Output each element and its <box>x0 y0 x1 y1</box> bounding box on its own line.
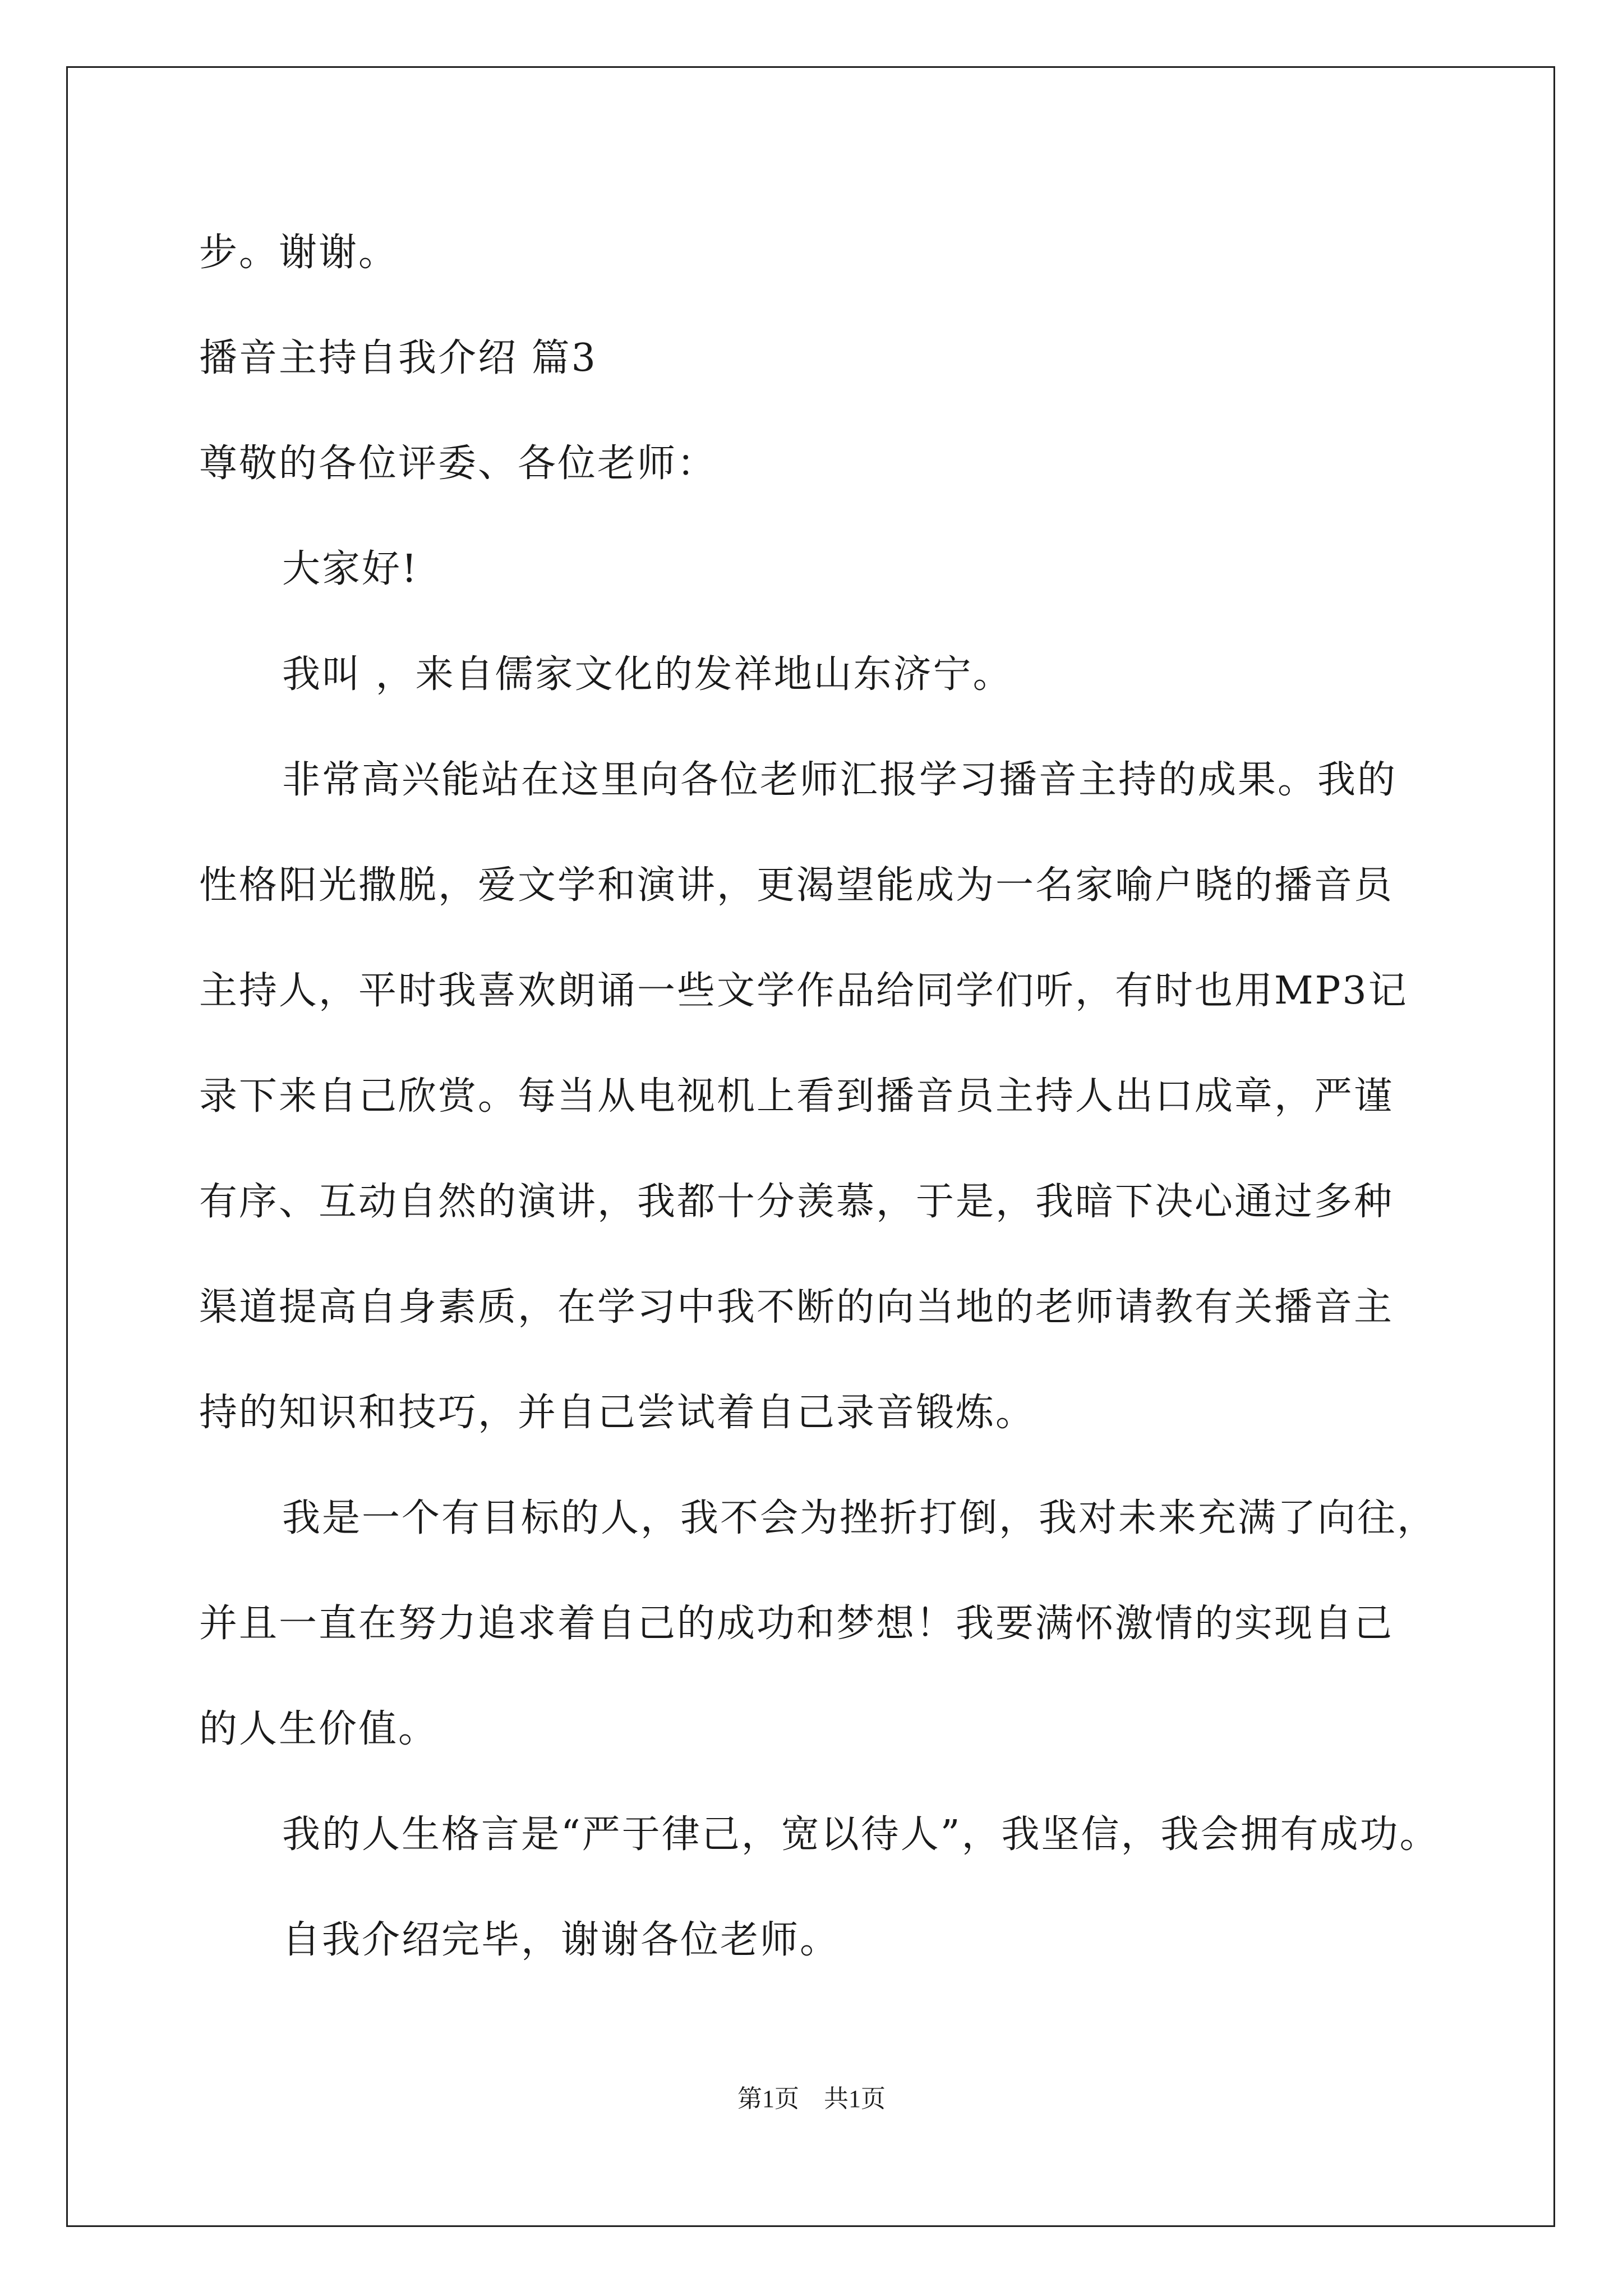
section-heading: 播音主持自我介绍 篇3 <box>199 336 597 380</box>
text-line: 的人生价值。 <box>199 1707 439 1751</box>
text-line: 我叫 ，来自儒家文化的发祥地山东济宁。 <box>282 652 1013 697</box>
text-line: 主持人，平时我喜欢朗诵一些文学作品给同学们听，有时也用MP3记 <box>199 969 1408 1013</box>
text-line: 我是一个有目标的人，我不会为挫折打倒，我对未来充满了向往， <box>282 1496 1437 1540</box>
text-line: 录下来自己欣赏。每当从电视机上看到播音员主持人出口成章，严谨 <box>199 1074 1394 1119</box>
page-border <box>66 66 1555 2227</box>
text-line: 有序、互动自然的演讲，我都十分羡慕，于是，我暗下决心通过多种 <box>199 1180 1394 1224</box>
text-line: 自我介绍完毕，谢谢各位老师。 <box>282 1918 840 1962</box>
salutation: 尊敬的各位评委、各位老师： <box>199 441 717 486</box>
text-line: 步。谢谢。 <box>199 231 399 275</box>
page-footer: 第1页 共1页 <box>737 2085 886 2113</box>
text-line: 非常高兴能站在这里向各位老师汇报学习播音主持的成果。我的 <box>282 758 1398 802</box>
greeting: 大家好! <box>282 547 419 591</box>
text-line: 渠道提高自身素质，在学习中我不断的向当地的老师请教有关播音主 <box>199 1285 1394 1329</box>
text-line: 性格阳光撒脱，爱文学和演讲，更渴望能成为一名家喻户晓的播音员 <box>199 863 1394 908</box>
text-line: 持的知识和技巧，并自己尝试着自己录音锻炼。 <box>199 1391 1036 1435</box>
text-line: 我的人生格言是“严于律己，宽以待人”，我坚信，我会拥有成功。 <box>282 1812 1440 1857</box>
text-line: 并且一直在努力追求着自己的成功和梦想！我要满怀激情的实现自己 <box>199 1602 1394 1646</box>
